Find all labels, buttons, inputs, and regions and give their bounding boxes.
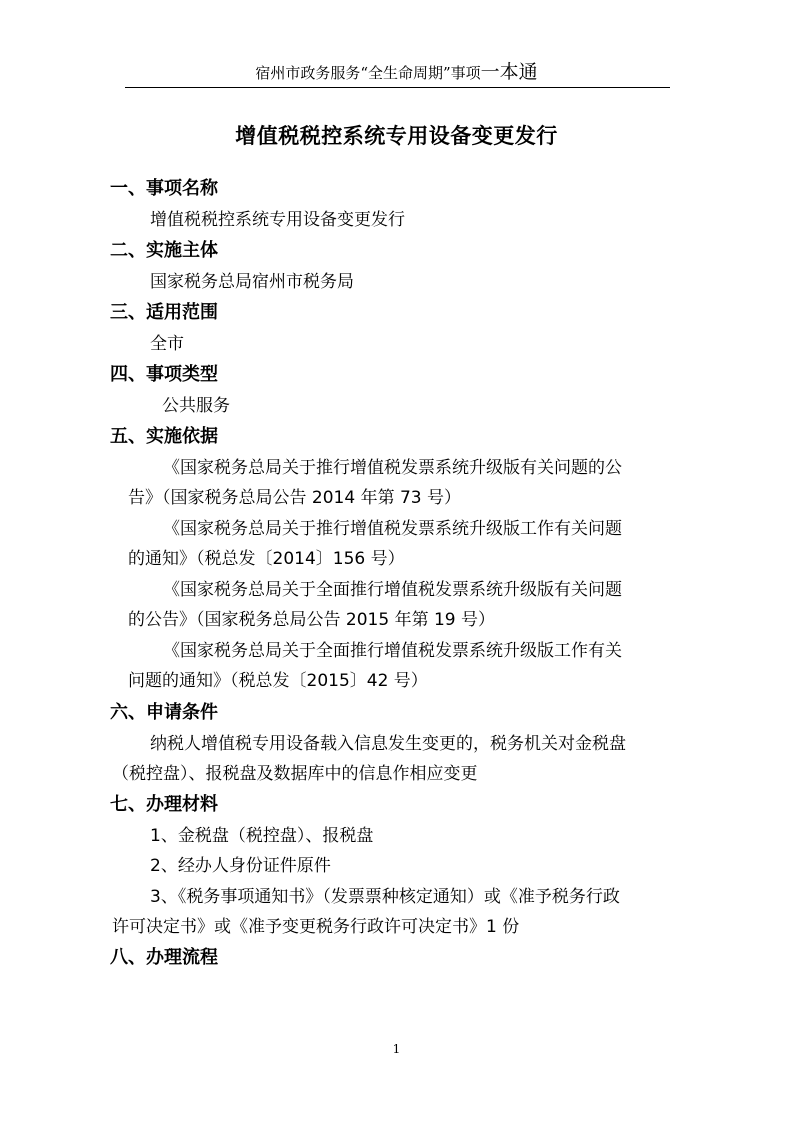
section-heading-process: 八、办理流程 [110,947,218,968]
section-heading-item-type: 四、事项类型 [110,364,218,385]
section-heading-item-name: 一、事项名称 [110,178,218,199]
section-text: 问题的通知》（税总发〔2015〕42 号） [128,671,428,691]
section-text: 国家税务总局宿州市税务局 [150,272,354,292]
section-heading-legal-basis: 五、实施依据 [110,426,218,447]
section-text: （税控盘）、报税盘及数据库中的信息作相应变更 [112,764,478,784]
section-heading-scope: 三、适用范围 [110,302,218,323]
page-number: 1 [392,1042,401,1056]
section-text: 全市 [150,334,184,354]
section-text: 纳税人增值税专用设备载入信息发生变更的，税务机关对金税盘 [150,734,626,754]
document-title: 增值税税控系统专用设备变更发行 [235,124,558,148]
section-text: 《国家税务总局关于全面推行增值税发票系统升级版有关问题 [163,580,622,600]
section-text: 《国家税务总局关于推行增值税发票系统升级版工作有关问题 [163,519,622,539]
section-text: 的公告》（国家税务总局公告 2015 年第 19 号） [128,610,496,630]
section-text: 的通知》（税总发〔2014〕156 号） [128,549,405,569]
header-rule [125,87,670,88]
section-text: 许可决定书》或《准予变更税务行政许可决定书》1 份 [112,917,520,937]
section-text: 《国家税务总局关于推行增值税发票系统升级版有关问题的公 [163,458,622,478]
section-text: 《国家税务总局关于全面推行增值税发票系统升级版工作有关 [163,641,622,661]
section-text: 3、《税务事项通知书》（发票票种核定通知）或《准予税务行政 [150,887,620,907]
section-text: 2、经办人身份证件原件 [150,856,331,876]
running-header [0,62,793,83]
section-text: 告》（国家税务总局公告 2014 年第 73 号） [128,488,462,508]
section-text: 1、金税盘（税控盘）、报税盘 [150,826,374,846]
section-heading-materials: 七、办理材料 [110,794,218,815]
section-text: 公共服务 [162,396,230,416]
running-header-suffix: 一本通 [480,61,538,83]
section-heading-conditions: 六、申请条件 [110,702,218,723]
running-header-prefix: 宿州市政务服务“全生命周期”事项 [255,64,481,82]
section-text: 增值税税控系统专用设备变更发行 [150,210,405,230]
section-heading-implementer: 二、实施主体 [110,240,218,261]
